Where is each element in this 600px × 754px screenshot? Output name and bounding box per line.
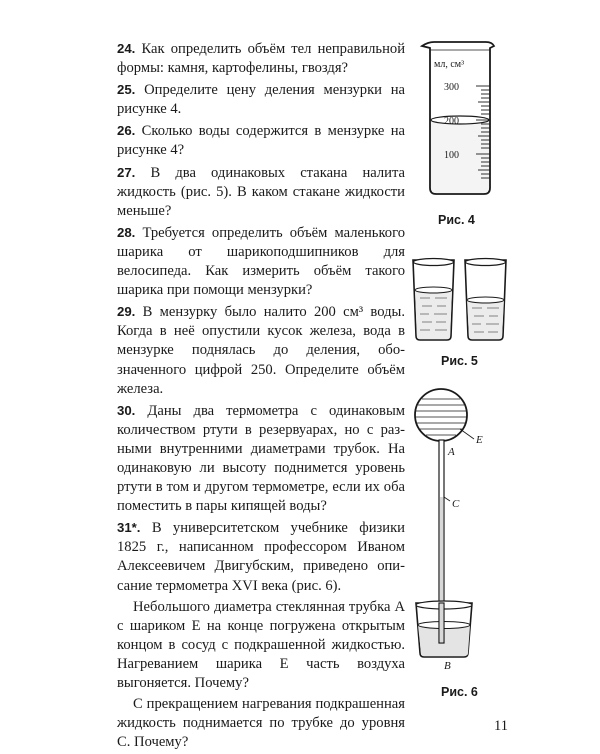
problem-28: 28. Требуется определить объём маленького шарика от шарикоподшипников для велосипеда. Как измерить объём такого шарика при помощи мензурки? [117,224,406,299]
fig4-tick-200: 200 [444,116,459,127]
problem-29: 29. В мензурку было налито 200 см³ воды. Когда в неё опустили кусок железа, вода в мензурке поднялась до деления, обозначенного цифрой 250. Определите объём железа. [117,304,405,397]
fig6-caption: Рис. 6 [441,685,478,699]
problem-31-paragraph-1: Небольшого диаметра стеклянная трубка A с шариком E на конце погружена открытым концом в сосуд с подкрашенной жидкостью. Нагреванием шарика E часть воздуха выгоняется. Почему? [117,598,405,691]
problems-column [117,39,405,754]
fig4-measuring-cylinder [418,38,502,210]
fig6-label-B: B [444,660,451,672]
fig4-unit-label: мл, см³ [434,59,465,70]
fig6-label-C: C [452,498,460,510]
fig6-bulb [415,389,467,441]
problem-31-paragraph-2: С прекращением нагревания подкрашенная жидкость поднимается по трубке до уровня C. Почему? [117,696,405,751]
problem-27: 27. В два одинаковых стакана налита жидкость (рис. 5). В каком стакане жидкости меньше? [117,164,405,219]
problem-30: 30. Даны два термометра с одинаковым количеством ртути в резервуарах, но с разными внутренними диаметрами трубок. На одинаковую ли высоту поднимется уровень ртути в том и другом термометре, если их оба поместить в пары кипящей воды? [117,402,405,515]
problem-31: 31*. В университетском учебнике физики 1825 г., написанном профессором Иваном Алексеевичем Двигубским, приведено описание термометра XVI века (рис. 6). [117,520,405,594]
fig5-two-glasses [410,256,510,344]
fig4-tick-100: 100 [444,150,459,161]
problem-25: 25. Определите цену деления мензурки на рисунке 4. [117,82,405,118]
fig5-glass-left [413,259,454,341]
fig4-caption: Рис. 4 [438,213,475,227]
problem-24: 24. Как определить объём тел неправильной формы: камня, картофелины, гвоздя? [117,41,405,77]
page-number: 11 [494,718,508,734]
fig5-caption: Рис. 5 [441,354,478,368]
problem-26: 26. Сколько воды содержится в мензурке на рисунке 4? [117,123,405,159]
fig5-glass-right [465,259,506,341]
fig6-label-E: E [476,434,483,446]
fig4-tick-300: 300 [444,82,459,93]
fig6-label-A: A [448,446,455,458]
fig6-thermometer [410,385,510,675]
